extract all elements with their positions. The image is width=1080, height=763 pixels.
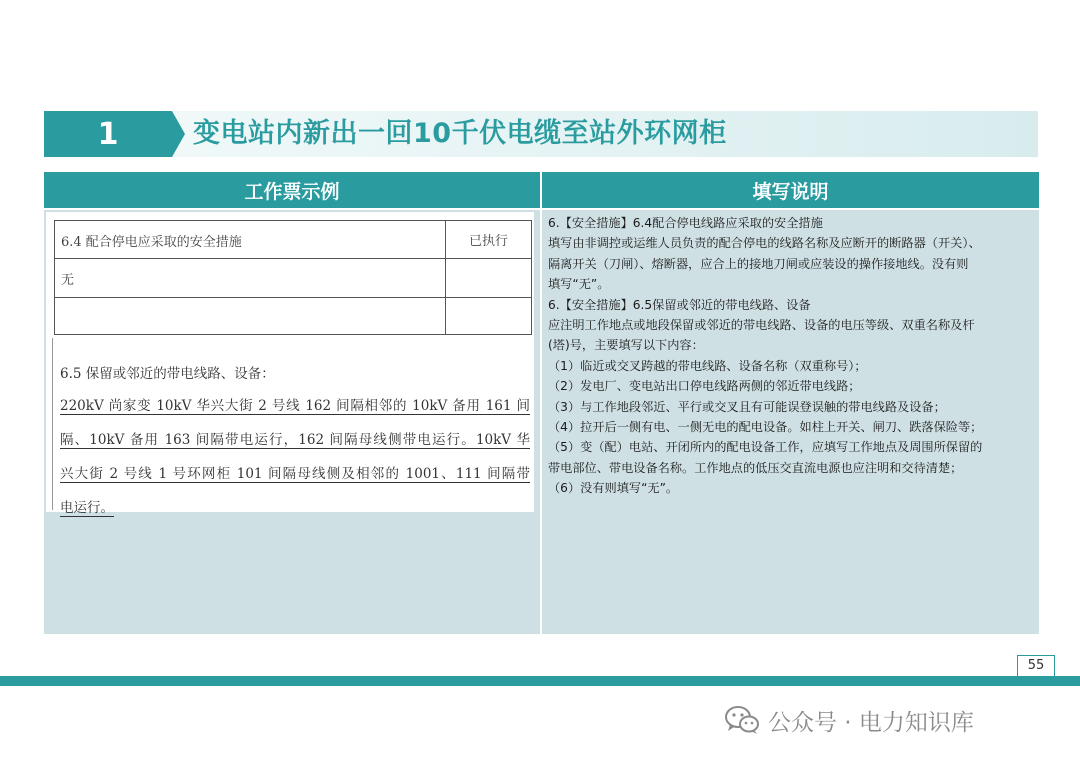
example-cell [44, 210, 540, 634]
column-header-instructions-label: 填写说明 [752, 180, 829, 203]
instruction-line: (塔)号，主要填写以下内容： [548, 338, 704, 353]
instruction-line: 隔离开关（刀闸）、熔断器，应合上的接地刀闸或应装设的操作接地线。没有则 [548, 256, 969, 271]
form-divider [445, 221, 446, 334]
instruction-line: 带电部位、带电设备名称。工作地点的低压交直流电源也应注明和交待清楚； [548, 460, 963, 475]
form-row [55, 298, 531, 335]
instruction-line: 填写由非调控或运维人员负责的配合停电的线路名称及应断开的断路器（开关）、 [548, 236, 981, 251]
form-row-status: 已执行 [469, 234, 509, 249]
paragraph-line: 隔、10kV 备用 163 间隔带电运行，162 间隔母线侧带电运行。10kV 华 [60, 432, 530, 448]
wechat-icon [724, 705, 760, 735]
instruction-line: 6.【安全措施】6.4配合停电线路应采取的安全措施 [548, 216, 823, 230]
scan-divider [52, 338, 53, 510]
form-row [55, 259, 531, 298]
instruction-line: 应注明工作地点或地段保留或邻近的带电线路、设备的电压等级、双重名称及杆 [548, 318, 975, 333]
live-lines-paragraph [60, 389, 530, 538]
section-number-badge [44, 111, 172, 157]
section-subtitle: 6.5 保留或邻近的带电线路、设备： [60, 366, 275, 382]
work-ticket-scan [46, 212, 534, 516]
form-row-value: 无 [61, 273, 75, 288]
footer-rule [0, 676, 1080, 686]
page-title: 变电站内新出一回10千伏电缆至站外环网柜 [193, 118, 727, 149]
form-row [55, 221, 531, 259]
instruction-line: 填写“无”。 [548, 277, 610, 292]
instructions-cell [542, 210, 1039, 634]
column-header-instructions [542, 172, 1039, 208]
instruction-line: （3）与工作地段邻近、平行或交叉且有可能误登误触的带电线路及设备； [548, 399, 946, 414]
page-number: 55 [1017, 655, 1055, 677]
arrow-right-icon [172, 111, 185, 157]
section-number: 1 [97, 116, 119, 152]
instruction-line: （2）发电厂、变电站出口停电线路两侧的邻近带电线路； [548, 379, 861, 394]
instruction-line: （4）拉开后一侧有电、一侧无电的配电设备。如柱上开关、闸刀、跌落保险等； [548, 420, 983, 435]
column-header-example [44, 172, 540, 208]
paragraph-line: 220kV 尚家变 10kV 华兴大街 2 号线 162 间隔相邻的 10kV 备用 161 间 [60, 398, 530, 414]
instruction-line: 6.【安全措施】6.5保留或邻近的带电线路、设备 [548, 297, 811, 312]
safety-measures-form [54, 220, 532, 335]
content-table [44, 172, 1039, 634]
instructions-text [548, 213, 1034, 499]
paragraph-line: 电运行。 [60, 500, 114, 516]
column-header-example-label: 工作票示例 [244, 180, 340, 203]
watermark-text: 公众号 · 电力知识库 [768, 709, 974, 736]
instruction-line: （6）没有则填写“无”。 [548, 481, 679, 496]
instruction-line: （5）变（配）电站、开闭所内的配电设备工作，应填写工作地点及周围所保留的 [548, 440, 983, 455]
paragraph-line: 兴大街 2 号线 1 号环网柜 101 间隔母线侧及相邻的 1001、111 间隔带 [60, 466, 530, 482]
watermark [724, 702, 974, 738]
form-row-label: 6.4 配合停电应采取的安全措施 [61, 235, 242, 250]
instruction-line: （1）临近或交叉跨越的带电线路、设备名称（双重称号）； [548, 358, 867, 373]
